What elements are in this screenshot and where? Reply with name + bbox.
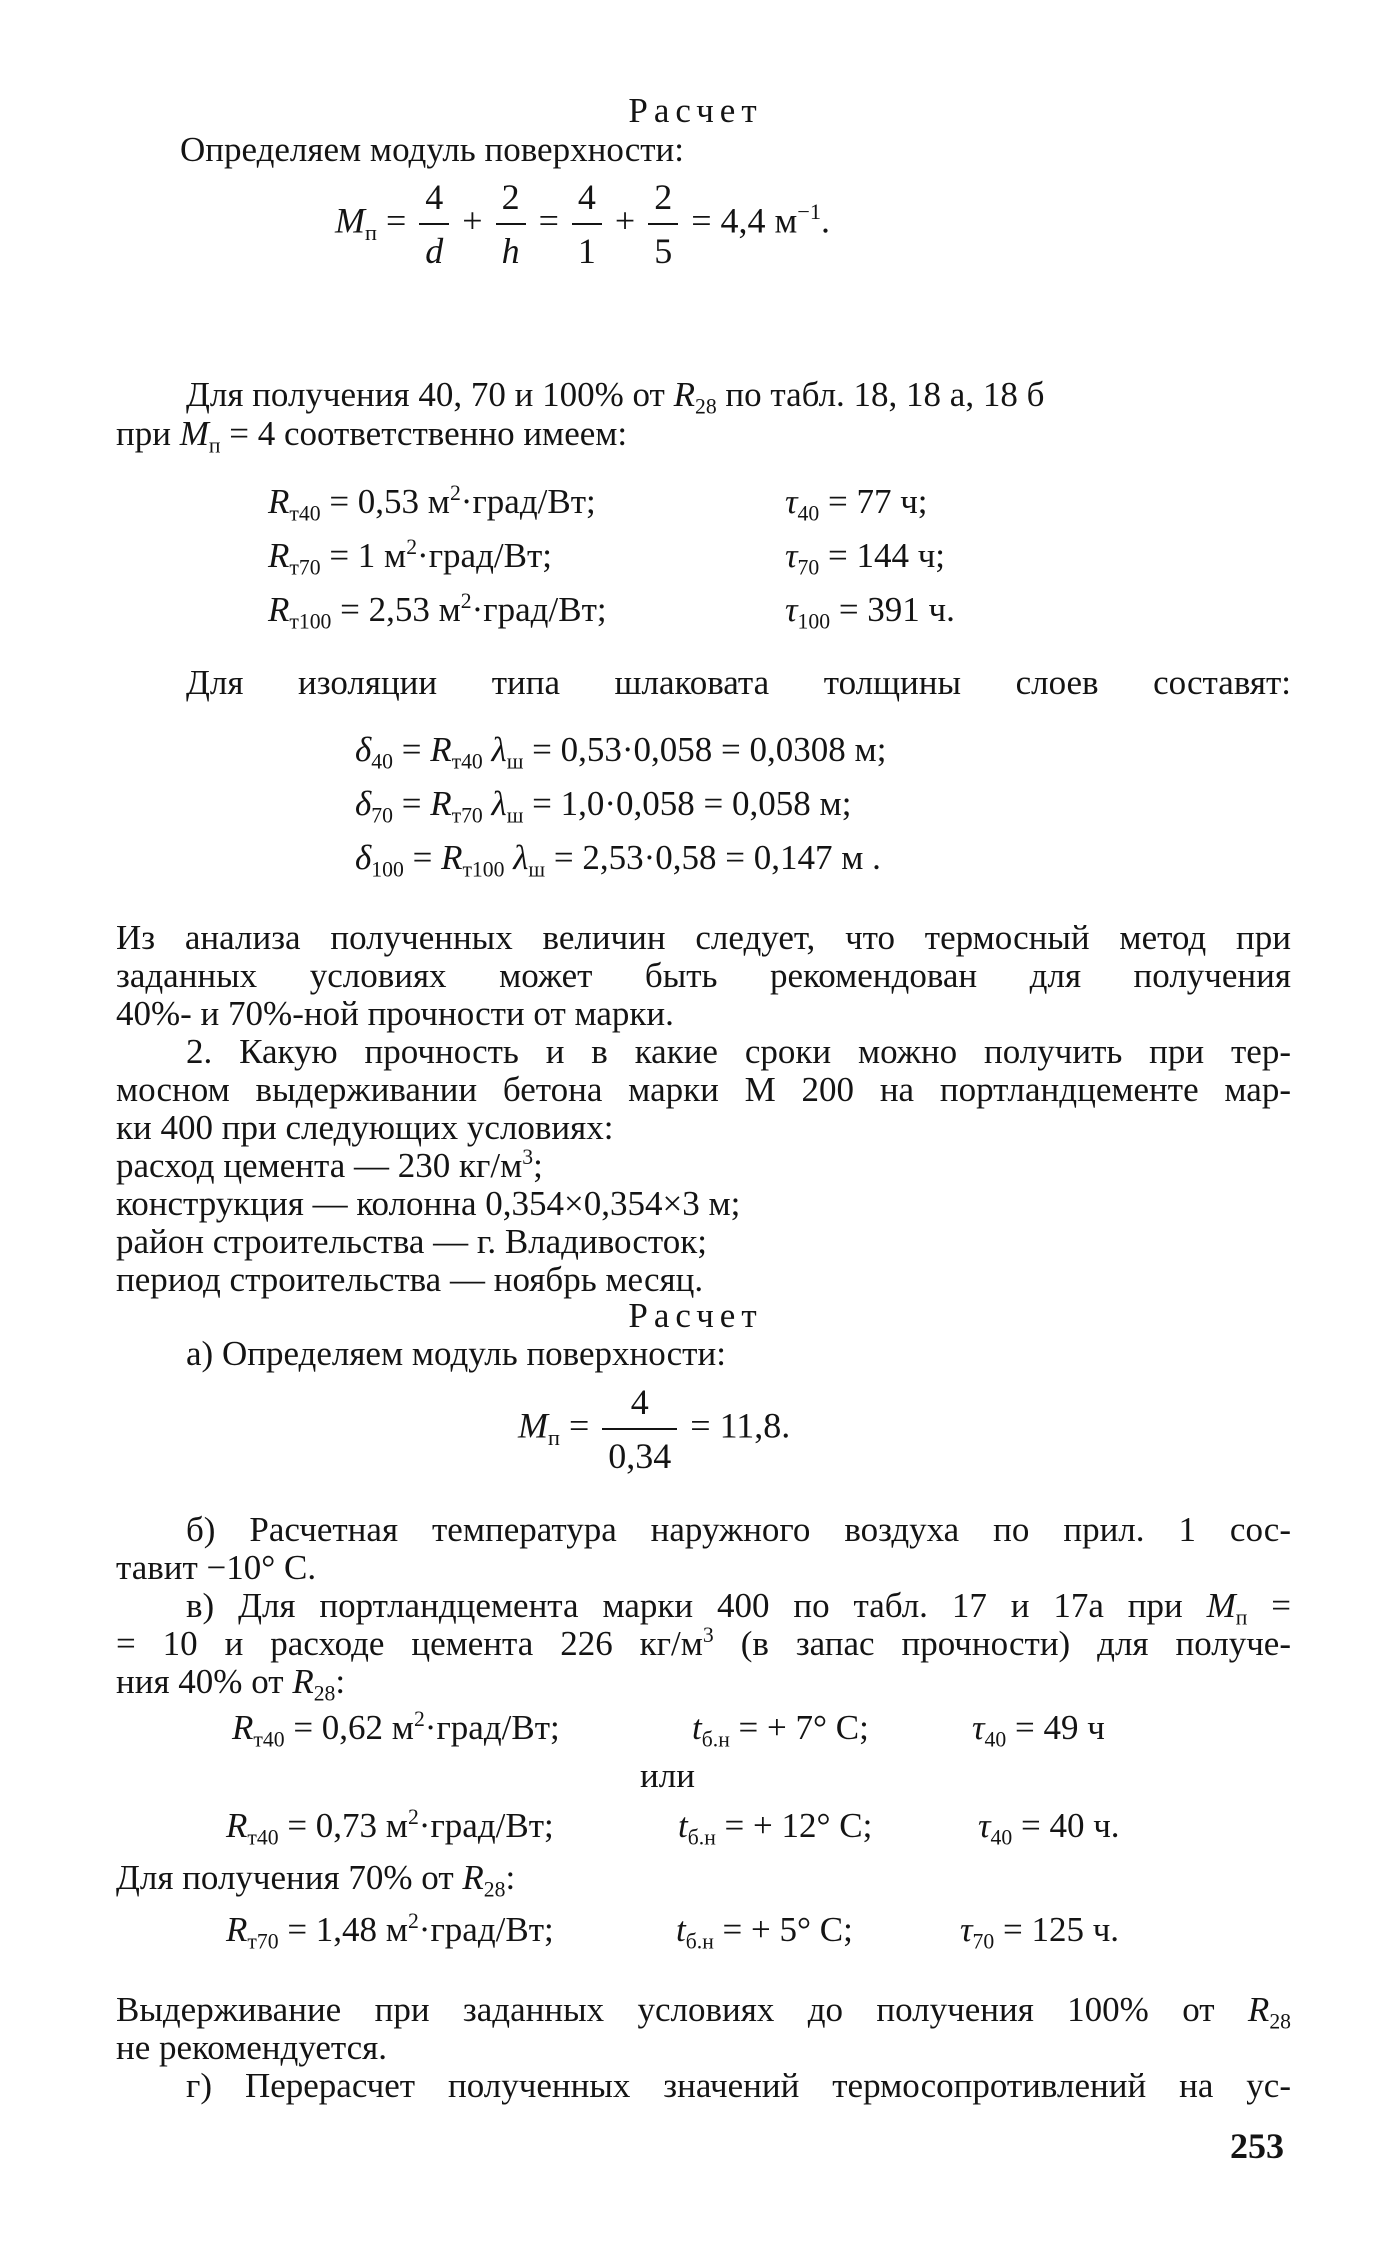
equals-sign: = bbox=[392, 730, 431, 769]
superscript: 3 bbox=[522, 1144, 534, 1169]
paragraph-line: Из анализа полученных величин следует, что термосный метод при bbox=[116, 918, 1291, 957]
subscript: ш bbox=[506, 749, 524, 774]
symbol-R: R bbox=[268, 590, 290, 629]
thermal-resistance-row bbox=[226, 1804, 554, 1850]
symbol-tau: τ bbox=[972, 1708, 985, 1747]
symbol-tau: τ bbox=[785, 536, 798, 575]
subscript: 28 bbox=[694, 394, 717, 419]
unit: ·град/Вт; bbox=[418, 1806, 554, 1845]
symbol-delta: δ bbox=[355, 784, 372, 823]
subscript: п bbox=[1235, 1605, 1248, 1630]
superscript: 2 bbox=[407, 1804, 419, 1829]
symbol-M: M bbox=[1206, 1586, 1236, 1625]
unit: ·град/Вт; bbox=[417, 536, 552, 575]
value: = + 7° С; bbox=[729, 1708, 869, 1747]
subscript: т70 bbox=[247, 1929, 279, 1954]
symbol-tau: τ bbox=[785, 590, 798, 629]
superscript: 3 bbox=[702, 1622, 714, 1647]
result-value: = 11,8. bbox=[690, 1405, 791, 1446]
equals-sign: = bbox=[568, 1405, 590, 1446]
time-row bbox=[785, 482, 928, 526]
text: : bbox=[335, 1662, 346, 1701]
formula-surface-module-1 bbox=[335, 175, 830, 273]
text: = bbox=[1247, 1586, 1291, 1625]
formula-surface-module-2 bbox=[518, 1380, 790, 1478]
paragraph-line bbox=[116, 1624, 1291, 1664]
text: ; bbox=[533, 1146, 543, 1185]
time-row bbox=[972, 1708, 1105, 1752]
denominator: d bbox=[425, 231, 444, 271]
layer-thickness-row bbox=[355, 784, 852, 828]
denominator: 1 bbox=[577, 231, 596, 271]
condition-region: район строительства — г. Владивосток; bbox=[116, 1222, 707, 1261]
text: Для получения 70% от bbox=[116, 1858, 463, 1897]
heading-calculation: Расчет bbox=[628, 91, 763, 130]
fraction bbox=[572, 175, 602, 273]
denominator: 0,34 bbox=[608, 1436, 672, 1476]
symbol-R: R bbox=[226, 1806, 248, 1845]
equals-sign: = bbox=[392, 784, 431, 823]
unit: ·град/Вт; bbox=[424, 1708, 560, 1747]
subscript: 40 bbox=[797, 501, 820, 526]
text: в) Для портландцемента марки 400 по табл. 17 и 17а при bbox=[186, 1586, 1207, 1625]
temperature-row bbox=[676, 1910, 853, 1954]
paragraph-line bbox=[116, 1858, 516, 1902]
symbol-delta: δ bbox=[355, 838, 372, 877]
symbol-tau: τ bbox=[785, 482, 798, 521]
symbol-M: M bbox=[335, 200, 365, 241]
subscript: 28 bbox=[1269, 2009, 1291, 2034]
paragraph-line: не рекомендуется. bbox=[116, 2028, 388, 2067]
time-row bbox=[978, 1806, 1120, 1850]
unit: ·град/Вт; bbox=[460, 482, 596, 521]
layer-thickness-row bbox=[355, 730, 887, 774]
period: . bbox=[821, 200, 831, 241]
thermal-resistance-row bbox=[268, 534, 552, 580]
paragraph-line: г) Перерасчет полученных значений термосопротивлений на ус- bbox=[186, 2066, 1291, 2105]
value: = 1,48 м bbox=[278, 1910, 408, 1949]
thermal-resistance-row bbox=[226, 1908, 554, 1954]
time-row bbox=[960, 1910, 1120, 1954]
subscript: 40 bbox=[990, 1825, 1013, 1850]
or-word: или bbox=[640, 1756, 695, 1795]
symbol-delta: δ bbox=[355, 730, 372, 769]
value: = 77 ч; bbox=[819, 482, 928, 521]
condition-construction: конструкция — колонна 0,354×0,354×3 м; bbox=[116, 1184, 741, 1223]
text: при bbox=[116, 414, 180, 453]
subscript: б.н bbox=[701, 1727, 730, 1752]
text: Выдерживание при заданных условиях до получения 100% от bbox=[116, 1990, 1248, 2029]
symbol-R: R bbox=[462, 1858, 484, 1897]
symbol-R: R bbox=[430, 784, 452, 823]
superscript: −1 bbox=[797, 198, 822, 224]
superscript: 2 bbox=[413, 1706, 425, 1731]
equals-sign: = bbox=[385, 200, 407, 241]
text: по табл. 18, 18 а, 18 б bbox=[716, 375, 1045, 414]
time-row bbox=[785, 590, 955, 634]
heading-calculation-2: Расчет bbox=[628, 1296, 763, 1335]
symbol-lambda: λ bbox=[482, 784, 507, 823]
result-value: = 4,4 м bbox=[691, 200, 798, 241]
value: = 0,62 м bbox=[284, 1708, 414, 1747]
subscript: 70 bbox=[797, 555, 820, 580]
symbol-R: R bbox=[430, 730, 452, 769]
numerator: 4 bbox=[602, 1380, 677, 1430]
paragraph-line: б) Расчетная температура наружного воздуха по прил. 1 сос- bbox=[186, 1510, 1291, 1549]
denominator: h bbox=[501, 231, 520, 271]
value: = + 12° С; bbox=[715, 1806, 873, 1845]
symbol-t: t bbox=[676, 1910, 686, 1949]
paragraph-line: 40%- и 70%-ной прочности от марки. bbox=[116, 994, 674, 1033]
subscript: 70 bbox=[972, 1929, 995, 1954]
subscript: т40 bbox=[451, 749, 483, 774]
subscript: т70 bbox=[289, 555, 321, 580]
condition-period: период строительства — ноябрь месяц. bbox=[116, 1260, 704, 1299]
paragraph-surface-module: Определяем модуль поверхности: bbox=[180, 130, 684, 169]
value: = 1 м bbox=[320, 536, 407, 575]
value: = 2,53 м bbox=[331, 590, 461, 629]
fraction bbox=[496, 175, 526, 273]
symbol-R: R bbox=[268, 482, 290, 521]
numerator: 4 bbox=[572, 175, 602, 225]
unit: ·град/Вт; bbox=[418, 1910, 554, 1949]
symbol-R: R bbox=[226, 1910, 248, 1949]
symbol-R: R bbox=[232, 1708, 254, 1747]
subscript: 70 bbox=[371, 803, 393, 828]
plus-sign: + bbox=[614, 200, 636, 241]
symbol-tau: τ bbox=[978, 1806, 991, 1845]
superscript: 2 bbox=[406, 534, 418, 559]
text: = 4 соответственно имеем: bbox=[220, 414, 628, 453]
value: = 0,53·0,058 = 0,0308 м; bbox=[523, 730, 887, 769]
temperature-row bbox=[678, 1806, 873, 1850]
subscript: т40 bbox=[289, 501, 321, 526]
value: = 2,53·0,58 = 0,147 м . bbox=[545, 838, 881, 877]
time-row bbox=[785, 536, 946, 580]
paragraph-line bbox=[116, 1990, 1291, 2034]
symbol-R: R bbox=[1247, 1990, 1270, 2029]
plus-sign: + bbox=[462, 200, 483, 241]
subscript: п bbox=[548, 1425, 560, 1451]
value: = 49 ч bbox=[1006, 1708, 1105, 1747]
text: : bbox=[505, 1858, 516, 1897]
subscript: б.н bbox=[685, 1929, 714, 1954]
text: (в запас прочности) для получе- bbox=[713, 1624, 1291, 1663]
paragraph-line: тавит −10° С. bbox=[116, 1548, 317, 1587]
text: = 10 и расходе цемента 226 кг/м bbox=[116, 1624, 703, 1663]
text: ния 40% от bbox=[116, 1662, 293, 1701]
thermal-resistance-row bbox=[268, 480, 596, 526]
paragraph-line bbox=[186, 1586, 1291, 1630]
value: = 391 ч. bbox=[830, 590, 955, 629]
layer-thickness-row bbox=[355, 838, 881, 882]
subscript: ш bbox=[528, 857, 546, 882]
symbol-R: R bbox=[441, 838, 463, 877]
symbol-R: R bbox=[268, 536, 290, 575]
superscript: 2 bbox=[449, 480, 461, 505]
value: = 144 ч; bbox=[819, 536, 946, 575]
numerator: 2 bbox=[496, 175, 526, 225]
numerator: 2 bbox=[648, 175, 678, 225]
denominator: 5 bbox=[654, 231, 673, 271]
condition-cement bbox=[116, 1146, 543, 1186]
paragraph-a: а) Определяем модуль поверхности: bbox=[186, 1334, 726, 1373]
symbol-t: t bbox=[692, 1708, 702, 1747]
subscript: т40 bbox=[247, 1825, 279, 1850]
paragraph-line: мосном выдерживании бетона марки М 200 на портландцементе мар- bbox=[116, 1070, 1291, 1109]
value: = 40 ч. bbox=[1012, 1806, 1120, 1845]
subscript: 40 bbox=[984, 1727, 1007, 1752]
paragraph-line bbox=[116, 1662, 346, 1706]
subscript: 28 bbox=[313, 1681, 336, 1706]
equals-sign: = bbox=[538, 200, 559, 241]
value: = 0,53 м bbox=[320, 482, 450, 521]
paragraph-line bbox=[116, 414, 628, 458]
value: = 125 ч. bbox=[994, 1910, 1120, 1949]
page-number: 253 bbox=[1230, 2126, 1284, 2166]
temperature-row bbox=[692, 1708, 869, 1752]
unit: ·град/Вт; bbox=[471, 590, 607, 629]
fraction bbox=[419, 175, 449, 273]
value: = + 5° С; bbox=[713, 1910, 853, 1949]
equals-sign: = bbox=[403, 838, 442, 877]
symbol-R: R bbox=[673, 375, 695, 414]
fraction bbox=[602, 1380, 677, 1478]
symbol-lambda: λ bbox=[482, 730, 507, 769]
text: Для получения 40, 70 и 100% от bbox=[186, 375, 674, 414]
subscript: 100 bbox=[371, 857, 404, 882]
symbol-t: t bbox=[678, 1806, 688, 1845]
paragraph-insulation: Для изоляции типа шлаковата толщины слоев составят: bbox=[186, 663, 1291, 702]
subscript: б.н bbox=[687, 1825, 716, 1850]
subscript: т100 bbox=[462, 857, 505, 882]
subscript: т100 bbox=[289, 609, 332, 634]
thermal-resistance-row bbox=[232, 1706, 560, 1752]
subscript: 28 bbox=[483, 1877, 506, 1902]
subscript: т40 bbox=[253, 1727, 285, 1752]
subscript: п bbox=[365, 220, 377, 246]
symbol-tau: τ bbox=[960, 1910, 973, 1949]
superscript: 2 bbox=[407, 1908, 419, 1933]
subscript: 100 bbox=[797, 609, 831, 634]
paragraph-line: 2. Какую прочность и в какие сроки можно получить при тер- bbox=[186, 1032, 1291, 1071]
value: = 1,0·0,058 = 0,058 м; bbox=[523, 784, 852, 823]
fraction bbox=[648, 175, 678, 273]
subscript: ш bbox=[506, 803, 524, 828]
subscript: 40 bbox=[371, 749, 393, 774]
subscript: т70 bbox=[451, 803, 483, 828]
subscript: п bbox=[208, 433, 221, 458]
paragraph-line: ки 400 при следующих условиях: bbox=[116, 1108, 614, 1147]
symbol-M: M bbox=[179, 414, 209, 453]
thermal-resistance-row bbox=[268, 588, 607, 634]
paragraph-line: заданных условиях может быть рекомендован для получения bbox=[116, 956, 1291, 995]
text: расход цемента — 230 кг/м bbox=[116, 1146, 523, 1185]
symbol-lambda: λ bbox=[504, 838, 529, 877]
numerator: 4 bbox=[419, 175, 449, 225]
value: = 0,73 м bbox=[278, 1806, 408, 1845]
symbol-R: R bbox=[292, 1662, 314, 1701]
paragraph-line bbox=[186, 375, 1045, 419]
superscript: 2 bbox=[460, 588, 472, 613]
symbol-M: M bbox=[518, 1405, 548, 1446]
